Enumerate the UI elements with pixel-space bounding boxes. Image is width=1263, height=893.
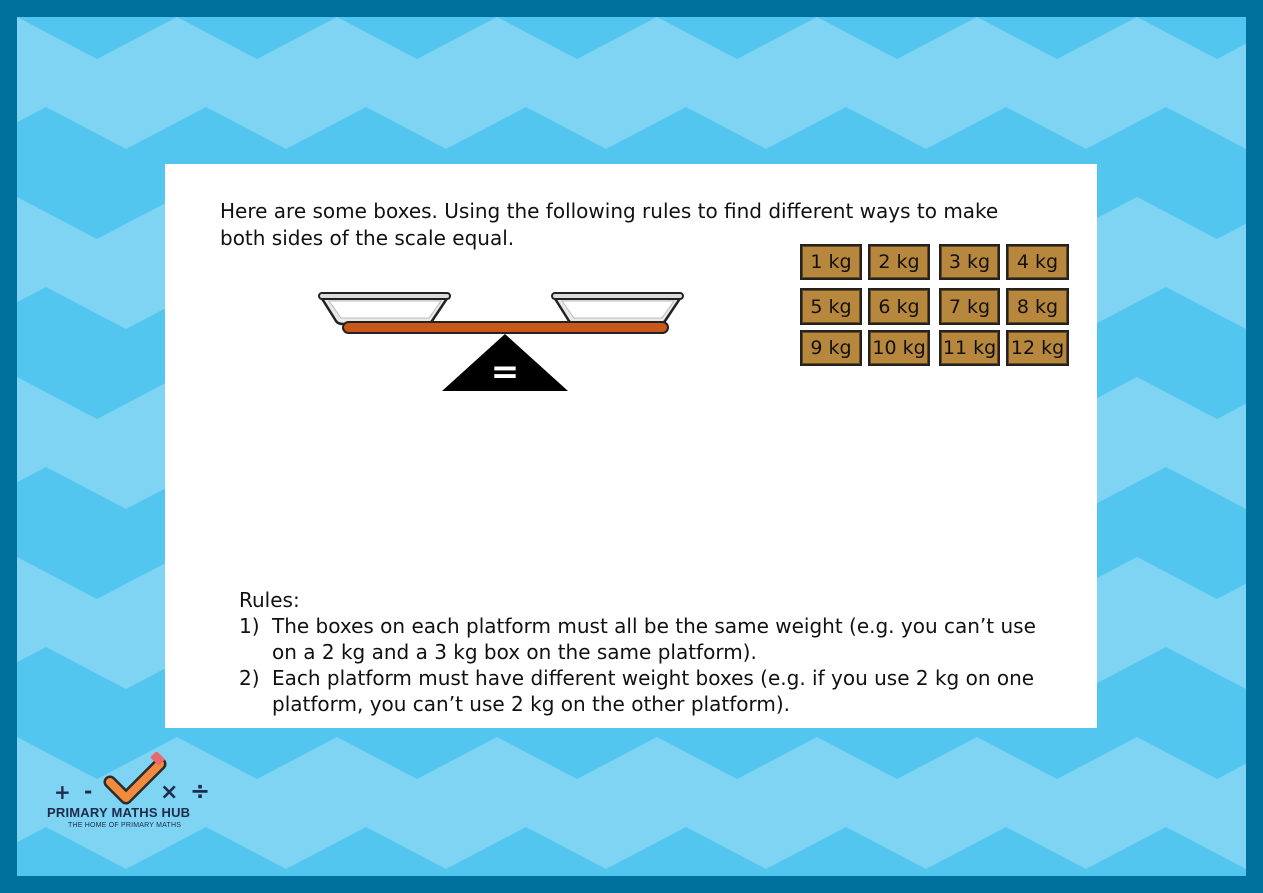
weight-box: 3 kg bbox=[939, 244, 1000, 280]
pencil-check-icon bbox=[110, 752, 165, 798]
weight-box: 2 kg bbox=[868, 244, 930, 280]
rule-item bbox=[239, 613, 1059, 665]
divide-symbol: ÷ bbox=[190, 777, 211, 805]
weight-box: 4 kg bbox=[1006, 244, 1069, 280]
weight-box: 10 kg bbox=[868, 330, 930, 366]
rule-item bbox=[239, 665, 1059, 717]
logo-title: PRIMARY MATHS HUB bbox=[47, 805, 191, 820]
weight-box: 8 kg bbox=[1006, 288, 1069, 325]
scale-beam bbox=[343, 322, 668, 333]
intro-text: Here are some boxes. Using the following rules to find different ways to make both sides of the scale equal. bbox=[220, 199, 999, 250]
weight-box: 9 kg bbox=[800, 330, 862, 366]
primary-maths-hub-logo bbox=[40, 752, 230, 832]
weight-box: 11 kg bbox=[939, 330, 1000, 366]
weight-box: 12 kg bbox=[1006, 330, 1069, 366]
rule-text: Each platform must have different weight boxes (e.g. if you use 2 kg on one platform, you can’t use 2 kg on the other platform). bbox=[272, 666, 1035, 716]
weight-box: 7 kg bbox=[939, 288, 1000, 325]
weight-boxes bbox=[800, 244, 1072, 374]
worksheet-card bbox=[165, 164, 1097, 728]
rule-number: 2) bbox=[239, 666, 260, 690]
plus-symbol: + bbox=[54, 780, 71, 804]
weight-box: 5 kg bbox=[800, 288, 862, 325]
rules-section bbox=[239, 587, 1059, 717]
equals-symbol: = bbox=[490, 352, 520, 392]
left-pan bbox=[315, 289, 450, 399]
rule-number: 1) bbox=[239, 614, 260, 638]
logo-subtitle: THE HOME OF PRIMARY MATHS bbox=[68, 822, 182, 829]
times-symbol: × bbox=[160, 780, 179, 805]
rule-text: The boxes on each platform must all be the same weight (e.g. you can’t use on a 2 kg and a 3 kg box on the same platform). bbox=[272, 614, 1036, 664]
minus-symbol: - bbox=[84, 779, 93, 803]
right-pan bbox=[552, 293, 683, 324]
weight-box: 1 kg bbox=[800, 244, 862, 280]
balance-scale bbox=[315, 289, 685, 399]
rules-heading: Rules: bbox=[239, 588, 300, 612]
weight-box: 6 kg bbox=[868, 288, 930, 325]
